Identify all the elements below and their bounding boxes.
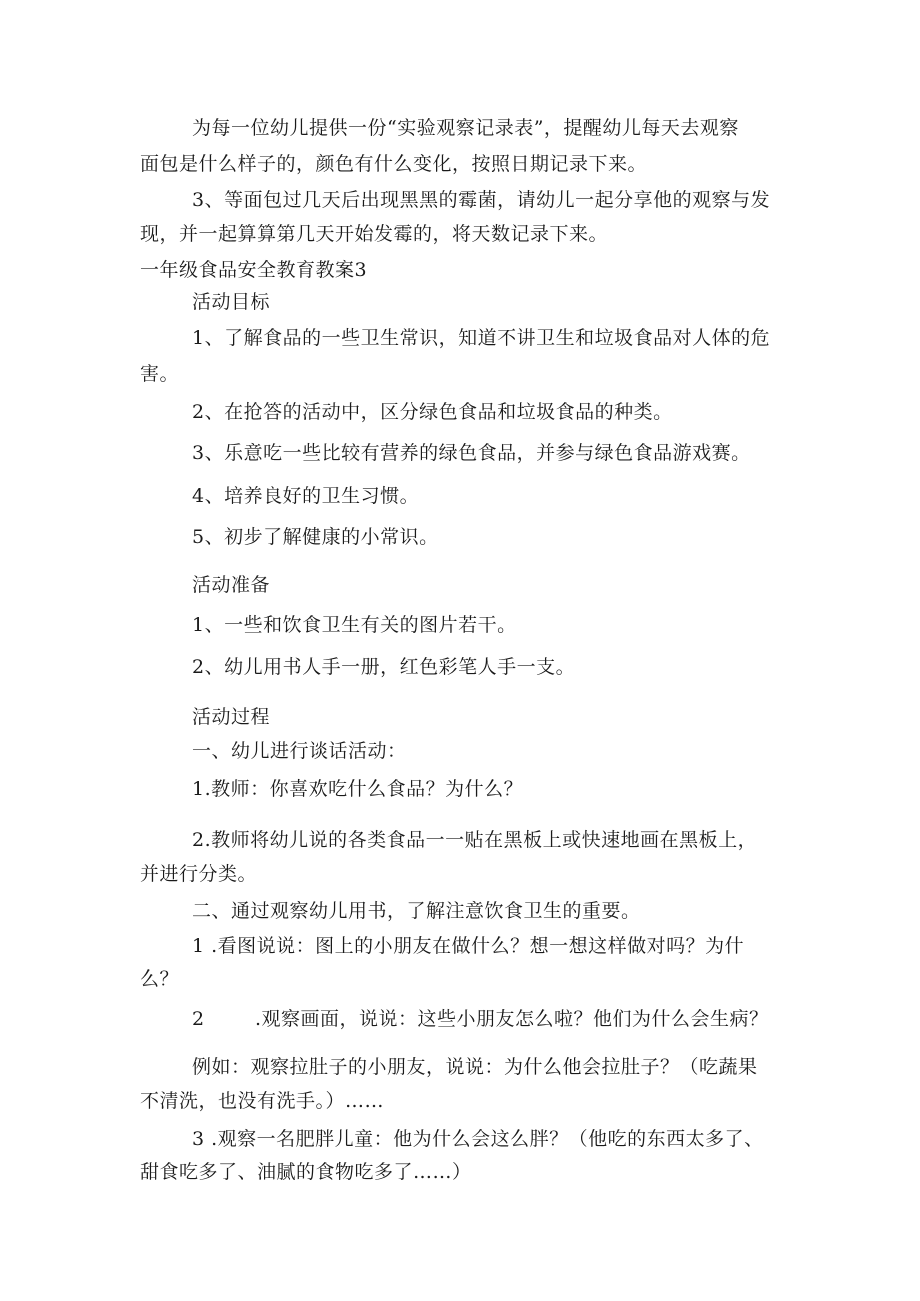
prep-item: 2、幼儿用书人手一册，红色彩笔人手一支。 [192,656,576,678]
process-item-continued: 甜食吃多了、油腻的食物吃多了……） [140,1161,472,1183]
process-item-continued: 并进行分类。 [140,863,258,885]
process-heading: 活动过程 [192,706,271,728]
section-title: 一年级食品安全教育教案3 [140,259,368,281]
paragraph-line: 面包是什么样子的，颜色有什么变化，按照日期记录下来。 [140,153,648,175]
goal-item: 1、了解食品的一些卫生常识，知道不讲卫生和垃圾食品对人体的危 [192,327,771,349]
goal-item: 3、乐意吃一些比较有营养的绿色食品，并参与绿色食品游戏赛。 [192,442,751,464]
process-item: .观察画面，说说：这些小朋友怎么啦？他们为什么会生病？ [255,1008,769,1030]
example-line: 例如：观察拉肚子的小朋友，说说：为什么他会拉肚子？（吃蔬果 [192,1056,758,1078]
prep-heading: 活动准备 [192,574,271,596]
goals-heading: 活动目标 [192,291,271,313]
goal-item: 2、在抢答的活动中，区分绿色食品和垃圾食品的种类。 [192,401,673,423]
paragraph-line: 为每一位幼儿提供一份“实验观察记录表”，提醒幼儿每天去观察 [192,117,739,139]
paragraph-line: 现，并一起算算第几天开始发霉的，将天数记录下来。 [140,223,609,245]
goal-item: 4、培养良好的卫生习惯。 [192,485,420,507]
process-item: 2.教师将幼儿说的各类食品一一贴在黑板上或快速地画在黑板上， [192,829,758,851]
process-part-heading: 一、幼儿进行谈话活动： [192,740,407,762]
process-item-number: 2 [192,1008,205,1030]
paragraph-line: 3、等面包过几天后出现黑黑的霉菌，请幼儿一起分享他的观察与发 [192,189,771,211]
example-line-continued: 不清洗，也没有洗手。）…… [140,1090,385,1112]
goal-item: 5、初步了解健康的小常识。 [192,526,439,548]
process-part-heading: 二、通过观察幼儿用书，了解注意饮食卫生的重要。 [192,900,641,922]
process-item: 1 .看图说说：图上的小朋友在做什么？想一想这样做对吗？为什 [192,935,745,957]
prep-item: 1、一些和饮食卫生有关的图片若干。 [192,614,517,636]
process-item: 3 .观察一名肥胖儿童：他为什么会这么胖？（他吃的东西太多了、 [192,1128,764,1150]
process-item-continued: 么？ [140,968,180,990]
goal-item-continued: 害。 [140,363,180,385]
process-item: 1.教师：你喜欢吃什么食品？为什么？ [192,778,524,800]
